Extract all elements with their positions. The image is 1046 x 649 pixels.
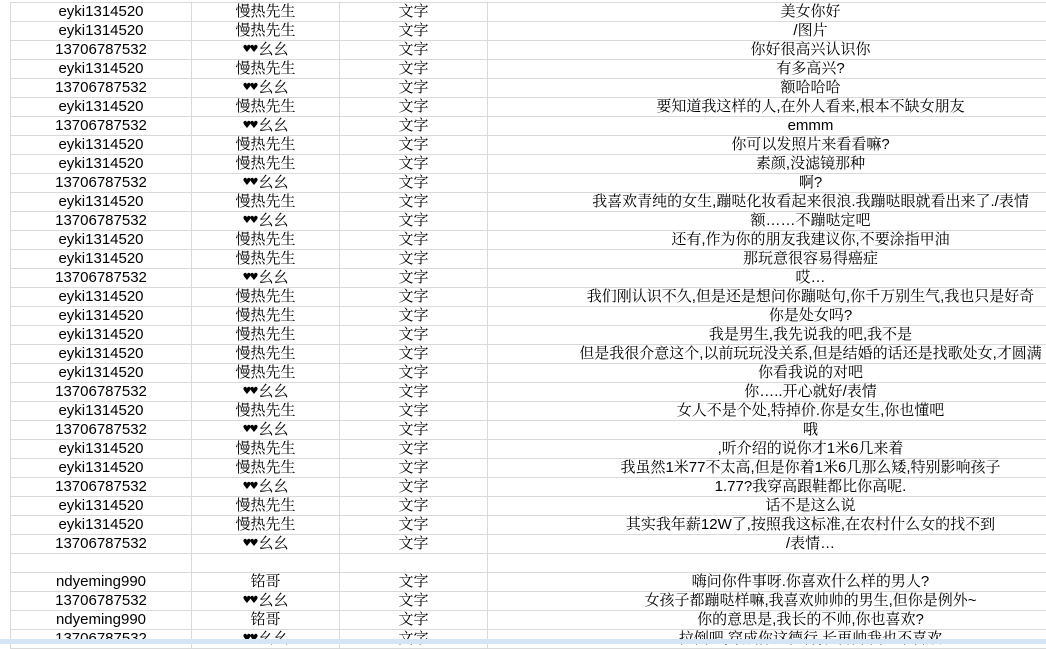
table-row xyxy=(10,478,1046,497)
cell-message-type[interactable]: 文字 xyxy=(340,364,488,382)
two-hearts-emoji-icon: ♥♥ xyxy=(242,215,257,226)
cell-message-content[interactable]: 你看我说的对吧 xyxy=(757,364,863,381)
nickname-text: 幺幺 xyxy=(258,174,289,191)
cell-nickname[interactable] xyxy=(192,269,340,287)
cell-account-id[interactable]: eyki1314520 xyxy=(10,307,192,325)
table-row xyxy=(10,41,1046,60)
cell-message-content[interactable] xyxy=(488,554,1046,572)
cell-nickname[interactable] xyxy=(192,459,340,477)
cell-nickname[interactable] xyxy=(192,60,340,78)
cell-message-type[interactable]: 文字 xyxy=(340,307,488,325)
cell-account-id[interactable]: eyki1314520 xyxy=(10,60,192,78)
table-row xyxy=(10,250,1046,269)
nickname-text: 慢热先生 xyxy=(235,364,296,381)
two-hearts-emoji-icon: ♥♥ xyxy=(242,538,257,549)
cell-message-type[interactable]: 文字 xyxy=(340,288,488,306)
cell-nickname[interactable] xyxy=(192,611,340,629)
cell-account-id[interactable]: eyki1314520 xyxy=(10,3,192,21)
cell-message-type[interactable]: 文字 xyxy=(340,326,488,344)
table-row xyxy=(10,611,1046,630)
cell-message-type[interactable]: 文字 xyxy=(340,98,488,116)
nickname-text: 慢热先生 xyxy=(235,288,296,305)
cell-nickname[interactable] xyxy=(192,155,340,173)
cell-message-type[interactable]: 文字 xyxy=(340,212,488,230)
cell-account-id[interactable]: 13706787532 xyxy=(10,269,192,287)
table-row xyxy=(10,174,1046,193)
cell-message-type[interactable]: 文字 xyxy=(340,497,488,515)
cell-nickname[interactable] xyxy=(192,193,340,211)
cell-message-content[interactable]: /图片 xyxy=(793,22,828,39)
cell-message-type[interactable]: 文字 xyxy=(340,592,488,610)
two-hearts-emoji-icon: ♥♥ xyxy=(242,44,257,55)
nickname-text: 慢热先生 xyxy=(235,250,296,267)
nickname-text: 慢热先生 xyxy=(235,326,296,343)
cell-account-id[interactable]: 13706787532 xyxy=(10,79,192,97)
cell-nickname[interactable] xyxy=(192,3,340,21)
table-row xyxy=(10,98,1046,117)
table-row xyxy=(10,79,1046,98)
cell-nickname[interactable] xyxy=(192,554,340,572)
cell-nickname[interactable] xyxy=(192,516,340,534)
nickname-text: 慢热先生 xyxy=(235,155,296,172)
cell-nickname[interactable] xyxy=(192,345,340,363)
nickname-text: 慢热先生 xyxy=(235,98,296,115)
cell-message-type[interactable] xyxy=(340,554,488,572)
cell-nickname[interactable] xyxy=(192,478,340,496)
table-row xyxy=(10,440,1046,459)
table-row xyxy=(10,307,1046,326)
cell-message-content[interactable]: 我们刚认识不久,但是还是想问你蹦哒句,你千万别生气,我也只是好奇 xyxy=(586,288,1035,305)
cell-message-content[interactable]: 哎… xyxy=(795,269,826,286)
table-row xyxy=(10,117,1046,136)
cell-message-type[interactable]: 文字 xyxy=(340,155,488,173)
cell-account-id[interactable]: eyki1314520 xyxy=(10,193,192,211)
cell-nickname[interactable] xyxy=(192,592,340,610)
table-row xyxy=(10,383,1046,402)
cell-account-id[interactable]: 13706787532 xyxy=(10,117,192,135)
cell-nickname[interactable] xyxy=(192,440,340,458)
cell-message-type[interactable]: 文字 xyxy=(340,421,488,439)
cell-message-type[interactable]: 文字 xyxy=(340,402,488,420)
nickname-text: 慢热先生 xyxy=(235,345,296,362)
nickname-text: 铭哥 xyxy=(250,611,281,628)
nickname-text: 幺幺 xyxy=(258,478,289,495)
cell-message-content[interactable]: 额哈哈哈 xyxy=(780,79,841,96)
table-row xyxy=(10,22,1046,41)
two-hearts-emoji-icon: ♥♥ xyxy=(242,386,257,397)
cell-message-content[interactable]: 我是男生,我先说我的吧,我不是 xyxy=(708,326,913,343)
cell-account-id[interactable]: eyki1314520 xyxy=(10,22,192,40)
cell-account-id[interactable]: eyki1314520 xyxy=(10,345,192,363)
cell-nickname[interactable] xyxy=(192,326,340,344)
two-hearts-emoji-icon: ♥♥ xyxy=(242,177,257,188)
cell-message-content[interactable]: 额……不蹦哒定吧 xyxy=(750,212,871,229)
cell-message-content[interactable]: 哦 xyxy=(802,421,818,438)
table-row xyxy=(10,364,1046,383)
cell-nickname[interactable] xyxy=(192,174,340,192)
cell-message-content[interactable]: 1.77?我穿高跟鞋都比你高呢. xyxy=(714,478,907,495)
cell-account-id[interactable] xyxy=(10,554,192,572)
cell-account-id[interactable]: eyki1314520 xyxy=(10,516,192,534)
cell-account-id[interactable]: eyki1314520 xyxy=(10,288,192,306)
cell-message-type[interactable]: 文字 xyxy=(340,269,488,287)
cell-message-type[interactable]: 文字 xyxy=(340,136,488,154)
table-row xyxy=(10,535,1046,554)
table-row xyxy=(10,459,1046,478)
nickname-text: 幺幺 xyxy=(258,41,289,58)
nickname-text: 幺幺 xyxy=(258,535,289,552)
cell-account-id[interactable]: 13706787532 xyxy=(10,212,192,230)
cell-message-type[interactable]: 文字 xyxy=(340,383,488,401)
cell-account-id[interactable]: eyki1314520 xyxy=(10,364,192,382)
nickname-text: 幺幺 xyxy=(258,383,289,400)
cell-message-content[interactable]: ,听介绍的说你才1米6几来着 xyxy=(717,440,904,457)
cell-message-content[interactable]: 嗨问你件事呀.你喜欢什么样的男人? xyxy=(691,573,930,590)
nickname-text: 慢热先生 xyxy=(235,307,296,324)
nickname-text: 慢热先生 xyxy=(235,22,296,39)
table-row xyxy=(10,60,1046,79)
table-row xyxy=(10,516,1046,535)
cell-account-id[interactable]: eyki1314520 xyxy=(10,155,192,173)
cell-nickname[interactable] xyxy=(192,231,340,249)
cell-account-id[interactable]: 13706787532 xyxy=(10,592,192,610)
two-hearts-emoji-icon: ♥♥ xyxy=(242,120,257,131)
cell-message-content[interactable]: 女人不是个处,特掉价.你是女生,你也懂吧 xyxy=(676,402,945,419)
cell-account-id[interactable]: 13706787532 xyxy=(10,535,192,553)
nickname-text: 幺幺 xyxy=(258,117,289,134)
cell-account-id[interactable]: 13706787532 xyxy=(10,41,192,59)
two-hearts-emoji-icon: ♥♥ xyxy=(242,424,257,435)
cell-message-type[interactable]: 文字 xyxy=(340,345,488,363)
cell-nickname[interactable] xyxy=(192,41,340,59)
cell-nickname[interactable] xyxy=(192,573,340,591)
table-row xyxy=(10,345,1046,364)
cell-message-type[interactable]: 文字 xyxy=(340,250,488,268)
cell-account-id[interactable]: eyki1314520 xyxy=(10,459,192,477)
cell-nickname[interactable] xyxy=(192,497,340,515)
cell-account-id[interactable]: eyki1314520 xyxy=(10,98,192,116)
cell-message-type[interactable]: 文字 xyxy=(340,573,488,591)
cell-message-content[interactable]: 你…..开心就好/表情 xyxy=(744,383,877,400)
table-row xyxy=(10,269,1046,288)
cell-account-id[interactable]: eyki1314520 xyxy=(10,440,192,458)
nickname-text: 铭哥 xyxy=(250,573,281,590)
nickname-text: 幺幺 xyxy=(258,592,289,609)
cell-account-id[interactable]: ndyeming990 xyxy=(10,611,192,629)
cell-nickname[interactable] xyxy=(192,421,340,439)
cell-message-type[interactable]: 文字 xyxy=(340,459,488,477)
cell-message-type[interactable]: 文字 xyxy=(340,193,488,211)
cell-nickname[interactable] xyxy=(192,250,340,268)
cell-account-id[interactable]: 13706787532 xyxy=(10,174,192,192)
cell-nickname[interactable] xyxy=(192,402,340,420)
cell-message-type[interactable]: 文字 xyxy=(340,79,488,97)
cell-message-content[interactable]: 你可以发照片来看看嘛? xyxy=(731,136,890,153)
table-row xyxy=(10,554,1046,573)
cell-nickname[interactable] xyxy=(192,136,340,154)
cell-message-content[interactable]: 你是处女吗? xyxy=(768,307,853,324)
table-row xyxy=(10,155,1046,174)
cell-message-type[interactable]: 文字 xyxy=(340,41,488,59)
nickname-text: 慢热先生 xyxy=(235,60,296,77)
cell-message-content[interactable]: 啊? xyxy=(798,174,823,191)
cell-message-content[interactable]: 你好很高兴认识你 xyxy=(750,41,871,58)
cell-account-id[interactable]: eyki1314520 xyxy=(10,497,192,515)
table-row xyxy=(10,402,1046,421)
nickname-text: 慢热先生 xyxy=(235,497,296,514)
cell-account-id[interactable]: 13706787532 xyxy=(10,383,192,401)
nickname-text: 幺幺 xyxy=(258,79,289,96)
cell-message-content[interactable]: 要知道我这样的人,在外人看来,根本不缺女朋友 xyxy=(656,98,965,115)
table-row xyxy=(10,212,1046,231)
cell-message-type[interactable]: 文字 xyxy=(340,60,488,78)
cell-account-id[interactable]: 13706787532 xyxy=(10,478,192,496)
cell-message-content[interactable]: 还有,作为你的朋友我建议你,不要涂指甲油 xyxy=(671,231,950,248)
cell-nickname[interactable] xyxy=(192,98,340,116)
cell-message-content[interactable]: 我虽然1米77不太高,但是你着1米6几那么矮,特别影响孩子 xyxy=(620,459,1001,476)
cell-nickname[interactable] xyxy=(192,117,340,135)
table-row xyxy=(10,136,1046,155)
cell-account-id[interactable]: ndyeming990 xyxy=(10,573,192,591)
cell-message-content[interactable]: 话不是这么说 xyxy=(765,497,856,514)
nickname-text: 慢热先生 xyxy=(235,459,296,476)
cell-message-content[interactable]: 有多高兴? xyxy=(776,60,845,77)
cell-message-type[interactable]: 文字 xyxy=(340,478,488,496)
nickname-text: 慢热先生 xyxy=(235,3,296,20)
table-row xyxy=(10,231,1046,250)
nickname-text: 幺幺 xyxy=(258,421,289,438)
cell-message-type[interactable]: 文字 xyxy=(340,117,488,135)
cell-message-content[interactable]: /表情… xyxy=(785,535,836,552)
cell-nickname[interactable] xyxy=(192,383,340,401)
cell-message-type[interactable]: 文字 xyxy=(340,440,488,458)
nickname-text: 幺幺 xyxy=(258,212,289,229)
table-row xyxy=(10,193,1046,212)
cell-nickname[interactable] xyxy=(192,307,340,325)
cell-account-id[interactable]: eyki1314520 xyxy=(10,402,192,420)
cell-nickname[interactable] xyxy=(192,22,340,40)
cell-account-id[interactable]: eyki1314520 xyxy=(10,136,192,154)
cell-message-content[interactable]: 女孩子都蹦哒样嘛,我喜欢帅帅的男生,但你是例外~ xyxy=(644,592,977,609)
cell-message-type[interactable]: 文字 xyxy=(340,3,488,21)
bottom-scrollbar-strip[interactable] xyxy=(0,639,1046,644)
nickname-text: 幺幺 xyxy=(258,269,289,286)
nickname-text: 慢热先生 xyxy=(235,440,296,457)
cell-message-content[interactable]: 那玩意很容易得癌症 xyxy=(742,250,878,267)
cell-account-id[interactable]: eyki1314520 xyxy=(10,326,192,344)
table-row xyxy=(10,326,1046,345)
cell-nickname[interactable] xyxy=(192,212,340,230)
cell-message-type[interactable]: 文字 xyxy=(340,231,488,249)
cell-message-type[interactable]: 文字 xyxy=(340,174,488,192)
table-row xyxy=(10,3,1046,22)
cell-nickname[interactable] xyxy=(192,535,340,553)
cell-account-id[interactable]: eyki1314520 xyxy=(10,250,192,268)
cell-nickname[interactable] xyxy=(192,288,340,306)
cell-message-content[interactable]: 但是我很介意这个,以前玩玩没关系,但是结婚的话还是找歌处女,才圆满 xyxy=(579,345,1042,362)
cell-nickname[interactable] xyxy=(192,364,340,382)
cell-message-content[interactable]: 素颜,没滤镜那种 xyxy=(755,155,866,172)
cell-account-id[interactable]: eyki1314520 xyxy=(10,231,192,249)
cell-message-type[interactable]: 文字 xyxy=(340,611,488,629)
cell-message-content[interactable]: 美女你好 xyxy=(780,3,841,20)
cell-message-type[interactable]: 文字 xyxy=(340,22,488,40)
spreadsheet-grid xyxy=(10,2,1046,649)
nickname-text: 慢热先生 xyxy=(235,193,296,210)
two-hearts-emoji-icon: ♥♥ xyxy=(242,272,257,283)
table-row xyxy=(10,592,1046,611)
nickname-text: 慢热先生 xyxy=(235,136,296,153)
nickname-text: 慢热先生 xyxy=(235,402,296,419)
cell-message-content[interactable]: 我喜欢青纯的女生,蹦哒化妆看起来很浪.我蹦哒眼就看出来了./表情 xyxy=(592,193,1029,210)
two-hearts-emoji-icon: ♥♥ xyxy=(242,82,257,93)
cell-message-type[interactable]: 文字 xyxy=(340,535,488,553)
two-hearts-emoji-icon: ♥♥ xyxy=(242,595,257,606)
table-row xyxy=(10,573,1046,592)
cell-nickname[interactable] xyxy=(192,79,340,97)
cell-message-content[interactable]: 其实我年薪12W了,按照我这标准,在农村什么女的找不到 xyxy=(625,516,996,533)
table-row xyxy=(10,421,1046,440)
cell-account-id[interactable]: 13706787532 xyxy=(10,421,192,439)
nickname-text: 慢热先生 xyxy=(235,516,296,533)
two-hearts-emoji-icon: ♥♥ xyxy=(242,481,257,492)
nickname-text: 慢热先生 xyxy=(235,231,296,248)
table-row xyxy=(10,288,1046,307)
cell-message-content[interactable]: emmm xyxy=(787,117,834,134)
cell-message-type[interactable]: 文字 xyxy=(340,516,488,534)
cell-message-content[interactable]: 你的意思是,我长的不帅,你也喜欢? xyxy=(697,611,924,628)
table-row xyxy=(10,497,1046,516)
